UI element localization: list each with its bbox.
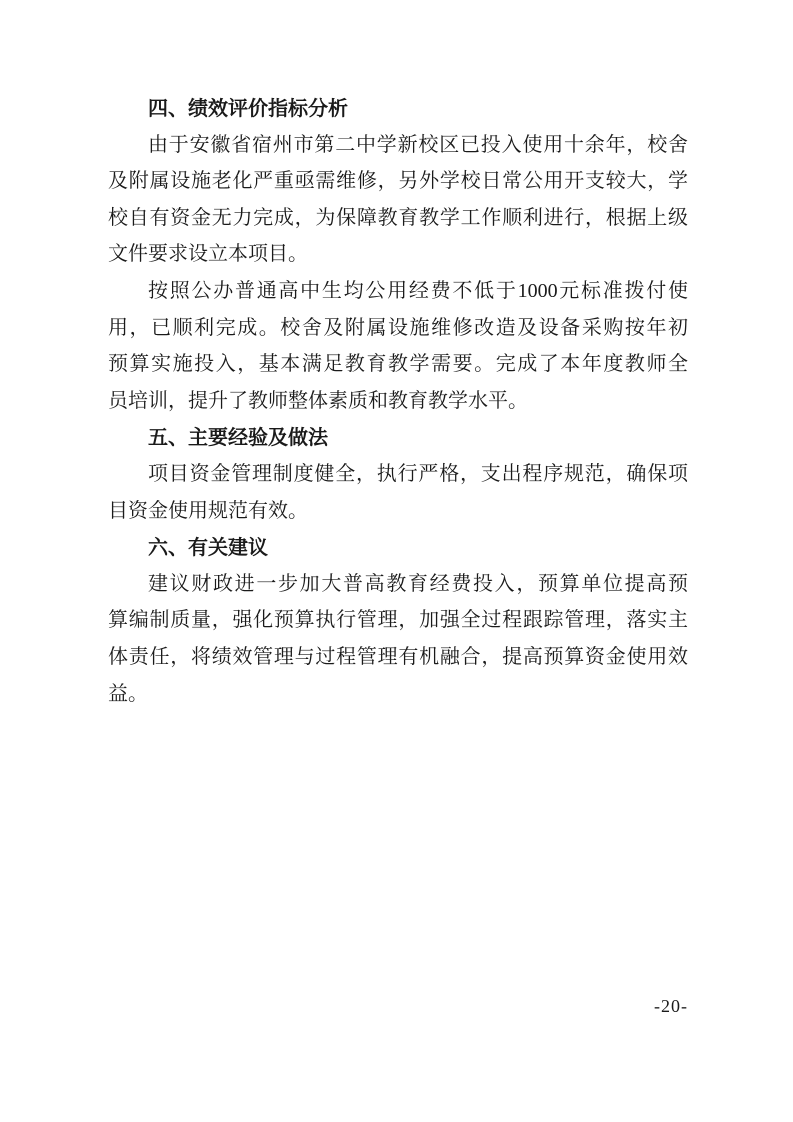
paragraph-line: 及附属设施老化严重亟需维修，另外学校日常公用开支较大，学 [108, 170, 688, 193]
paragraph-line: 益。 [108, 682, 148, 705]
paragraph-line: 员培训，提升了教师整体素质和教育教学水平。 [108, 389, 528, 412]
paragraph-line: 体责任，将绩效管理与过程管理有机融合，提高预算资金使用效 [108, 645, 688, 668]
paragraph-line: 文件要求设立本项目。 [108, 243, 308, 266]
section-heading: 六、有关建议 [148, 535, 268, 560]
paragraph-line: 算编制质量，强化预算执行管理，加强全过程跟踪管理，落实主 [108, 609, 688, 632]
section-heading: 五、主要经验及做法 [148, 425, 328, 450]
paragraph-line: 校自有资金无力完成，为保障教育教学工作顺利进行，根据上级 [108, 206, 688, 229]
section-heading: 四、绩效评价指标分析 [148, 96, 348, 120]
paragraph [108, 566, 688, 712]
paragraph [108, 273, 688, 419]
paragraph-line: 用，已顺利完成。校舍及附属设施维修改造及设备采购按年初 [108, 316, 688, 339]
paragraph-line: 按照公办普通高中生均公用经费不低于1000元标准拨付使 [148, 279, 688, 302]
page-number: -20- [654, 996, 688, 1016]
paragraph [108, 127, 688, 273]
paragraph-line: 预算实施投入，基本满足教育教学需要。完成了本年度教师全 [108, 353, 688, 376]
paragraph-line: 目资金使用规范有效。 [108, 499, 308, 522]
paragraph-line: 项目资金管理制度健全，执行严格，支出程序规范，确保项 [148, 462, 688, 485]
paragraph [108, 456, 688, 529]
paragraph-line: 由于安徽省宿州市第二中学新校区已投入使用十余年，校舍 [148, 133, 688, 156]
document-body [108, 90, 688, 712]
paragraph-line: 建议财政进一步加大普高教育经费投入，预算单位提高预 [148, 572, 688, 595]
